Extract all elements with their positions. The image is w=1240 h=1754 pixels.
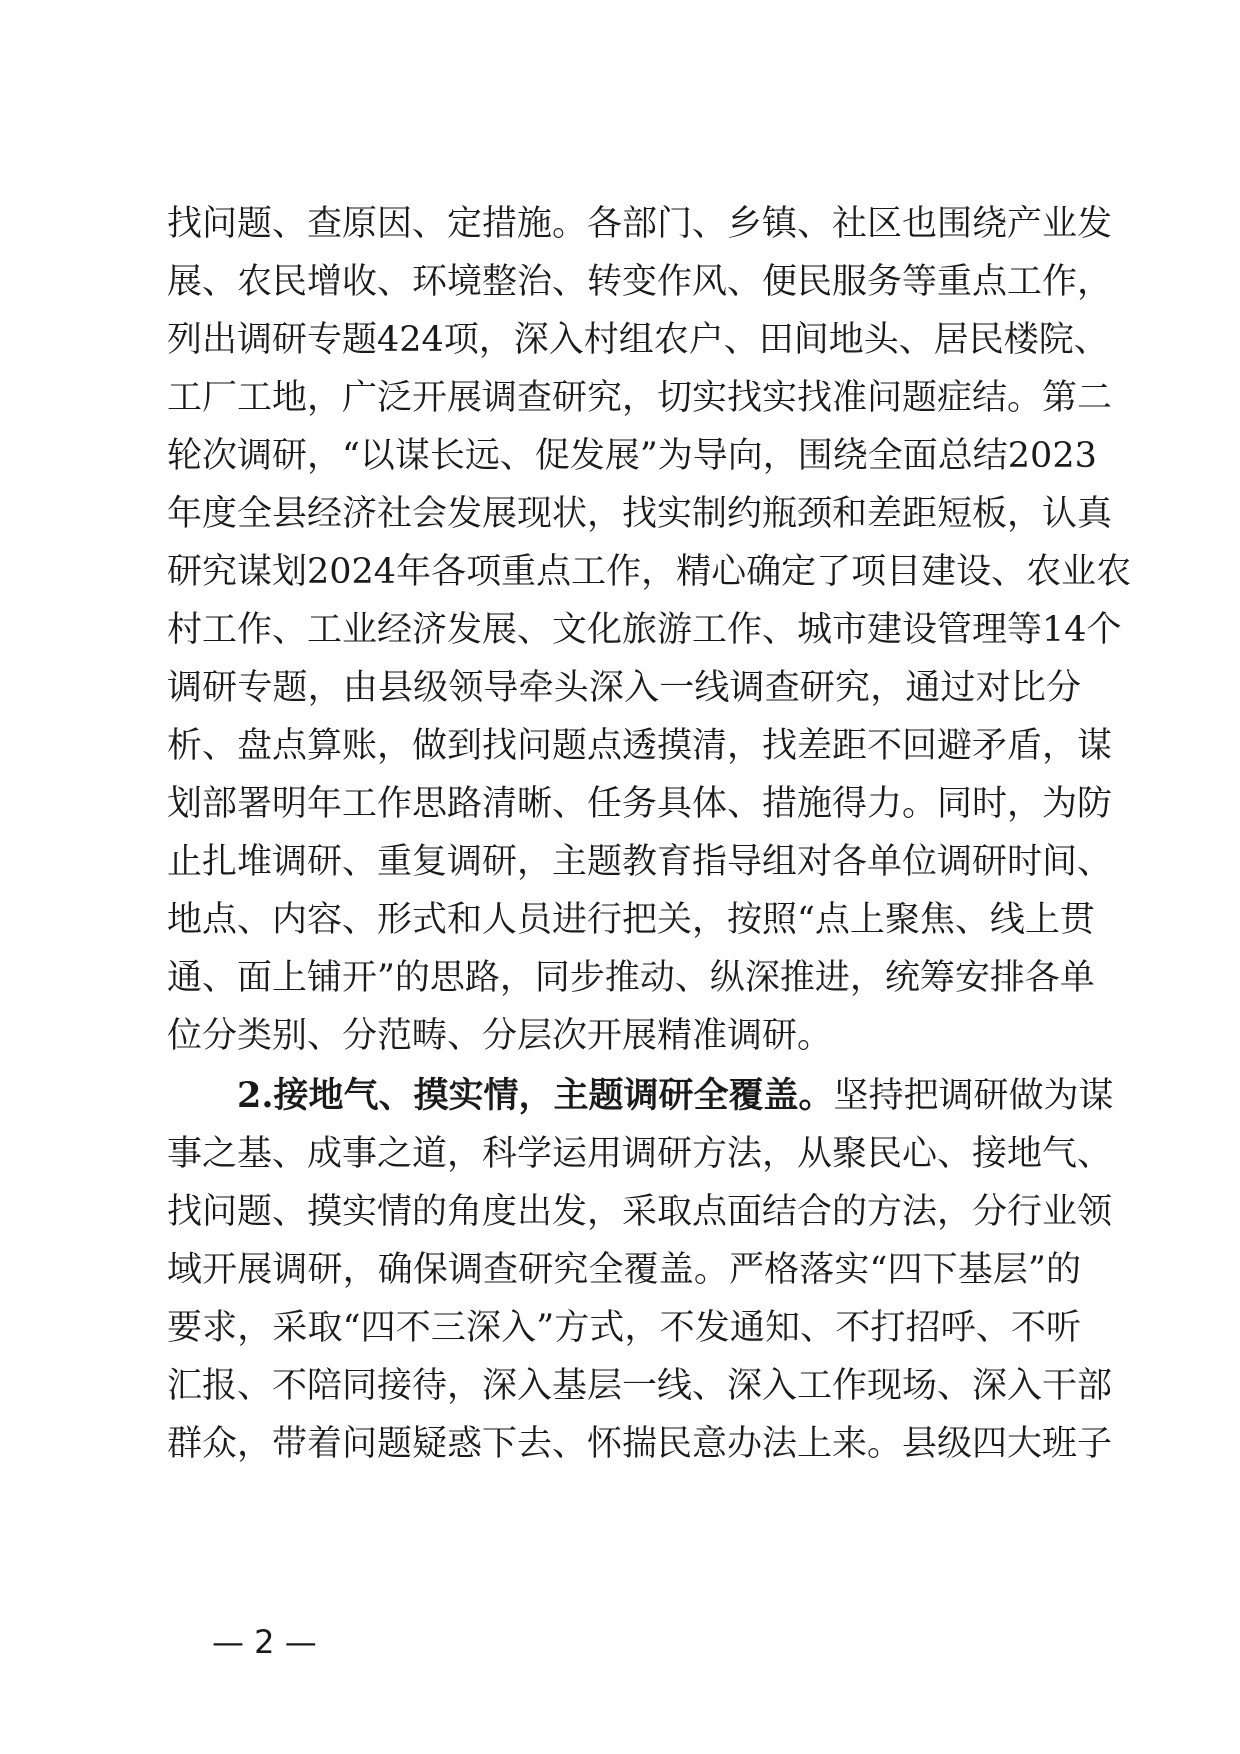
paragraph-line: 调研专题，由县级领导牵头深入一线调查研究，通过对比分 <box>167 668 1081 708</box>
paragraph-line: 域开展调研，确保调查研究全覆盖。严格落实“四下基层”的 <box>167 1250 1081 1290</box>
section-heading: 2.接地气、摸实情，主题调研全覆盖。 <box>237 1075 834 1116</box>
paragraph-line: 析、盘点算账，做到找问题点透摸清，找差距不回避矛盾，谋 <box>167 726 1113 766</box>
paragraph-line: 位分类别、分范畴、分层次开展精准调研。 <box>167 1016 833 1056</box>
paragraph-line: 列出调研专题424项，深入村组农户、田间地头、居民楼院、 <box>167 320 1109 360</box>
paragraph-line: 地点、内容、形式和人员进行把关，按照“点上聚焦、线上贯 <box>167 900 1095 940</box>
paragraph-line: 要求，采取“四不三深入”方式，不发通知、不打招呼、不听 <box>167 1308 1081 1348</box>
paragraph-line: 事之基、成事之道，科学运用调研方法，从聚民心、接地气、 <box>167 1134 1113 1174</box>
paragraph-line: 工厂工地，广泛开展调查研究，切实找实找准问题症结。第二 <box>167 378 1113 418</box>
paragraph-line: 止扎堆调研、重复调研，主题教育指导组对各单位调研时间、 <box>167 842 1113 882</box>
paragraph-first-line <box>237 1066 1114 1126</box>
paragraph-line: 找问题、摸实情的角度出发，采取点面结合的方法，分行业领 <box>167 1192 1113 1232</box>
paragraph-line: 找问题、查原因、定措施。各部门、乡镇、社区也围绕产业发 <box>167 204 1113 244</box>
paragraph-line: 年度全县经济社会发展现状，找实制约瓶颈和差距短板，认真 <box>167 494 1113 534</box>
paragraph-line: 轮次调研，“以谋长远、促发展”为导向，围绕全面总结2023 <box>167 436 1097 476</box>
paragraph-line: 展、农民增收、环境整治、转变作风、便民服务等重点工作， <box>167 262 1113 302</box>
paragraph-line: 汇报、不陪同接待，深入基层一线、深入工作现场、深入干部 <box>167 1366 1113 1406</box>
paragraph-text: 坚持把调研做为谋 <box>833 1076 1114 1116</box>
paragraph-line: 划部署明年工作思路清晰、任务具体、措施得力。同时，为防 <box>167 784 1113 824</box>
paragraph-line: 群众，带着问题疑惑下去、怀揣民意办法上来。县级四大班子 <box>167 1424 1113 1464</box>
paragraph-line: 通、面上铺开”的思路，同步推动、纵深推进，统筹安排各单 <box>167 958 1095 998</box>
paragraph-line: 研究谋划2024年各项重点工作，精心确定了项目建设、农业农 <box>167 552 1132 592</box>
paragraph-line: 村工作、工业经济发展、文化旅游工作、城市建设管理等14个 <box>167 610 1122 650</box>
page-number: — 2 — <box>212 1623 317 1661</box>
